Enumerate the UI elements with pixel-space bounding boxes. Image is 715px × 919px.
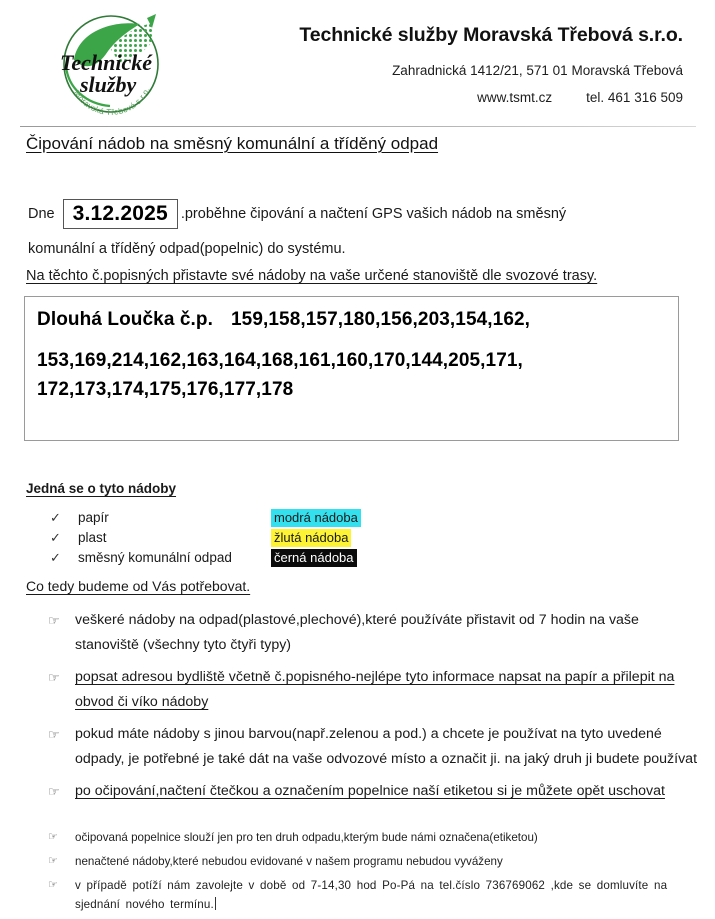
house-numbers-line-2: 153,169,214,162,163,164,168,161,160,170,144,205,171, [37, 350, 523, 371]
house-numbers-line-3: 172,173,174,175,176,177,178 [37, 379, 294, 400]
bin-color-badge: modrá nádoba [271, 509, 361, 527]
check-icon: ✓ [50, 549, 61, 565]
svg-text:služby: služby [80, 72, 137, 97]
pointing-hand-icon: ☞ [48, 879, 58, 891]
requirement-text: pokud máte nádoby s jinou barvou(např.zelenou a pod.) a chcete je používat na tyto uvedené odpady, je potřebné je také dát na vaše odvozové místo a označit ji. na jaký druh ji budete používat [75, 726, 698, 767]
text-cursor [215, 897, 216, 910]
bin-color-badge: černá nádoba [271, 549, 357, 567]
house-numbers-1: 159,158,157,180,156,203,154,162, [231, 309, 531, 330]
requirements-heading: Co tedy budeme od Vás potřebovat. [26, 578, 251, 594]
check-icon: ✓ [50, 509, 61, 525]
requirements-list [48, 608, 698, 811]
bin-type-label: papír [78, 510, 109, 525]
announcement-text: .proběhne čipování a načtení GPS vašich nádob na směsný [180, 206, 567, 223]
list-item [48, 722, 698, 772]
pointing-hand-icon: ☞ [48, 855, 58, 867]
header-divider [20, 126, 696, 127]
company-info [299, 24, 683, 105]
list-item [48, 852, 703, 871]
announcement-paragraph-line2: komunální a tříděný odpad(popelnic) do systému. [28, 241, 346, 257]
list-item [48, 608, 698, 658]
place-label: Dlouhá Loučka č.p. [37, 309, 213, 330]
announcement-paragraph [28, 199, 688, 229]
company-website: www.tsmt.cz [477, 90, 553, 105]
pointing-hand-icon: ☞ [48, 613, 60, 628]
addresses-subheading: Na těchto č.popisných přistavte své nádoby na vaše určené stanoviště dle svozové trasy. [26, 268, 598, 284]
requirement-text: popsat adresou bydliště včetně č.popisného-nejlépe tyto informace napsat na papír a přilepit na obvod či víko nádoby [75, 669, 675, 710]
note-text: nenačtené nádoby,které nebudou evidované v našem programu nebudou vyváženy [75, 855, 503, 868]
bin-type-label: směsný komunální odpad [78, 550, 232, 565]
check-icon: ✓ [50, 529, 61, 545]
list-item [48, 876, 703, 914]
list-item [48, 779, 698, 804]
document-header [0, 0, 715, 118]
pointing-hand-icon: ☞ [48, 727, 60, 742]
bins-list [50, 508, 450, 568]
page-title: Čipování nádob na směsný komunální a tříděný odpad [26, 134, 439, 153]
company-phone: tel. 461 316 509 [586, 90, 683, 105]
pointing-hand-icon: ☞ [48, 831, 58, 843]
list-item [50, 508, 450, 527]
requirement-text: po očipování,načtení čtečkou a označením popelnice naší etiketou si je můžete opět uschovat [75, 783, 665, 799]
svg-text:Technické: Technické [60, 50, 153, 75]
house-numbers-line-1 [37, 309, 668, 331]
house-numbers-box [24, 296, 679, 441]
bin-color-badge: žlutá nádoba [271, 529, 351, 547]
note-text: očipovaná popelnice slouží jen pro ten druh odpadu,kterým bude námi označena(etiketou) [75, 831, 538, 844]
list-item [48, 828, 703, 847]
list-item [50, 528, 450, 547]
pointing-hand-icon: ☞ [48, 670, 60, 685]
pointing-hand-icon: ☞ [48, 784, 60, 799]
company-logo [48, 8, 176, 120]
list-item [48, 665, 698, 715]
note-text: v případě potíží nám zavolejte v době od 7-14,30 hod Po-Pá na tel.číslo 736769062 ,kde se domluvíte na sjednání nového termínu. [75, 879, 668, 911]
bins-subheading: Jedná se o tyto nádoby [26, 481, 177, 496]
svg-text:Moravská Třebová s.r.o.: Moravská Třebová s.r.o. [72, 85, 152, 117]
date-box: 3.12.2025 [63, 199, 178, 229]
company-contact [299, 90, 683, 105]
list-item [50, 548, 450, 567]
requirement-text: veškeré nádoby na odpad(plastové,plechové),které používáte přistavit od 7 hodin na vaše stanoviště (všechny tyto čtyři typy) [75, 612, 639, 653]
company-name: Technické služby Moravská Třebová s.r.o. [299, 24, 683, 46]
bin-type-label: plast [78, 530, 107, 545]
dne-label: Dne [28, 206, 55, 223]
notes-list [48, 828, 703, 919]
company-address: Zahradnická 1412/21, 571 01 Moravská Třebová [392, 63, 683, 78]
